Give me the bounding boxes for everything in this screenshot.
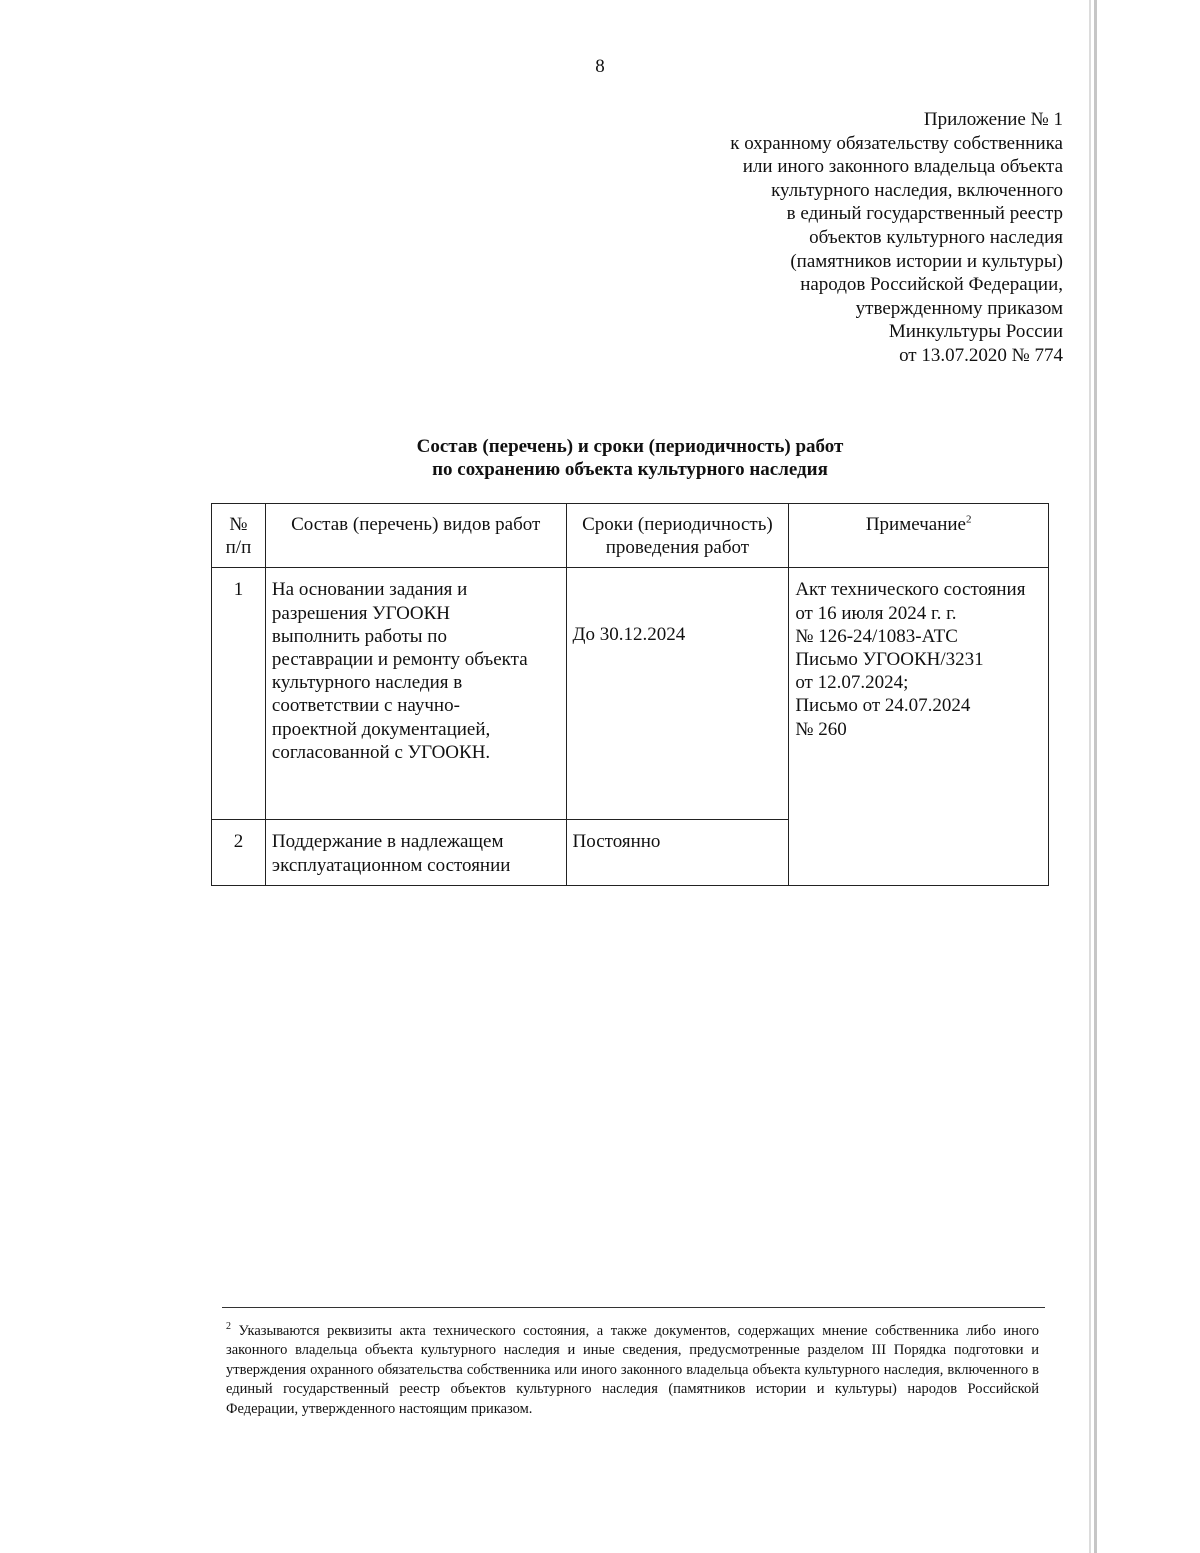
row-deadline: До 30.12.2024	[566, 568, 789, 820]
appendix-line: культурного наследия, включенного	[771, 179, 1063, 201]
works-line: реставрации и ремонту объекта	[271, 649, 528, 671]
table-header-row	[212, 504, 1049, 568]
footnote-marker: 2	[965, 513, 972, 526]
row-note	[789, 568, 1049, 885]
header-num	[212, 504, 266, 568]
header-note	[789, 504, 1049, 568]
appendix-line: Приложение № 1	[923, 109, 1063, 130]
row-deadline: Постоянно	[566, 820, 789, 885]
appendix-line: от 13.07.2020 № 774	[899, 344, 1063, 366]
header-deadline	[566, 504, 789, 568]
header-note-label: Примечание	[865, 514, 966, 535]
note-line: № 260	[795, 718, 847, 740]
note-line: от 12.07.2024;	[795, 672, 909, 694]
note-line: от 16 июля 2024 г. г.	[795, 602, 957, 624]
appendix-line: народов Российской Федерации,	[800, 274, 1063, 296]
appendix-line: (памятников истории и культуры)	[790, 250, 1063, 272]
appendix-line: объектов культурного наследия	[809, 226, 1063, 248]
header-works: Состав (перечень) видов работ	[265, 504, 566, 568]
document-title-line: по сохранению объекта культурного наследия	[432, 459, 828, 480]
note-line: Письмо от 24.07.2024	[795, 695, 971, 717]
appendix-line: Минкультуры России	[888, 321, 1063, 343]
works-table	[211, 503, 1049, 886]
appendix-line: или иного законного владельца объекта	[742, 156, 1063, 178]
header-num-line: п/п	[225, 537, 252, 559]
note-line: Письмо УГООКН/3231	[795, 649, 984, 671]
appendix-line: утвержденному приказом	[855, 297, 1063, 319]
header-deadline-line: Сроки (периодичность)	[582, 514, 773, 535]
note-line: Акт технического состояния	[795, 579, 1026, 601]
row-works	[265, 820, 566, 885]
works-line: разрешения УГООКН	[271, 602, 450, 624]
footnote-text: Указываются реквизиты акта технического состояния, а также документов, содержащих мнение собственника либо иного законного владельца объекта культурного наследия и иные сведения, предусмотренные разделом III Порядка подготовки и утверждения охранного обязательства собственника или иного законного владельца объекта культурного наследия, включенного в единый государственный реестр объектов культурного наследия (памятников истории и культуры) народов Российской Федерации, утвержденного настоящим приказом.	[226, 1323, 1039, 1417]
works-line: На основании задания и	[271, 579, 468, 601]
works-line: соответствии с научно-	[271, 695, 460, 717]
header-deadline-line: проведения работ	[605, 537, 750, 559]
scan-edge-line	[1094, 0, 1097, 1553]
works-line: эксплуатационном состоянии	[271, 854, 511, 876]
table-row	[212, 568, 1049, 820]
document-title-line: Состав (перечень) и сроки (периодичность) работ	[416, 436, 844, 457]
works-line: проектной документацией,	[271, 718, 491, 740]
footnote	[226, 1322, 1039, 1419]
header-num-line: №	[229, 514, 248, 535]
appendix-header	[603, 108, 1063, 368]
scan-edge-line	[1089, 0, 1091, 1553]
works-line: согласованной с УГООКН.	[271, 741, 491, 763]
page-number: 8	[595, 56, 605, 77]
row-works	[265, 568, 566, 820]
row-num: 1	[212, 568, 266, 820]
footnote-separator	[222, 1307, 1045, 1308]
footnote-marker: 2	[226, 1321, 231, 1333]
works-line: Поддержание в надлежащем	[271, 831, 504, 853]
works-line: культурного наследия в	[271, 672, 463, 694]
document-title	[0, 435, 1200, 481]
note-line: № 126-24/1083-АТС	[795, 625, 958, 647]
appendix-line: к охранному обязательству собственника	[730, 132, 1063, 154]
appendix-line: в единый государственный реестр	[786, 203, 1063, 225]
row-num: 2	[212, 820, 266, 885]
works-line: выполнить работы по	[271, 625, 447, 647]
